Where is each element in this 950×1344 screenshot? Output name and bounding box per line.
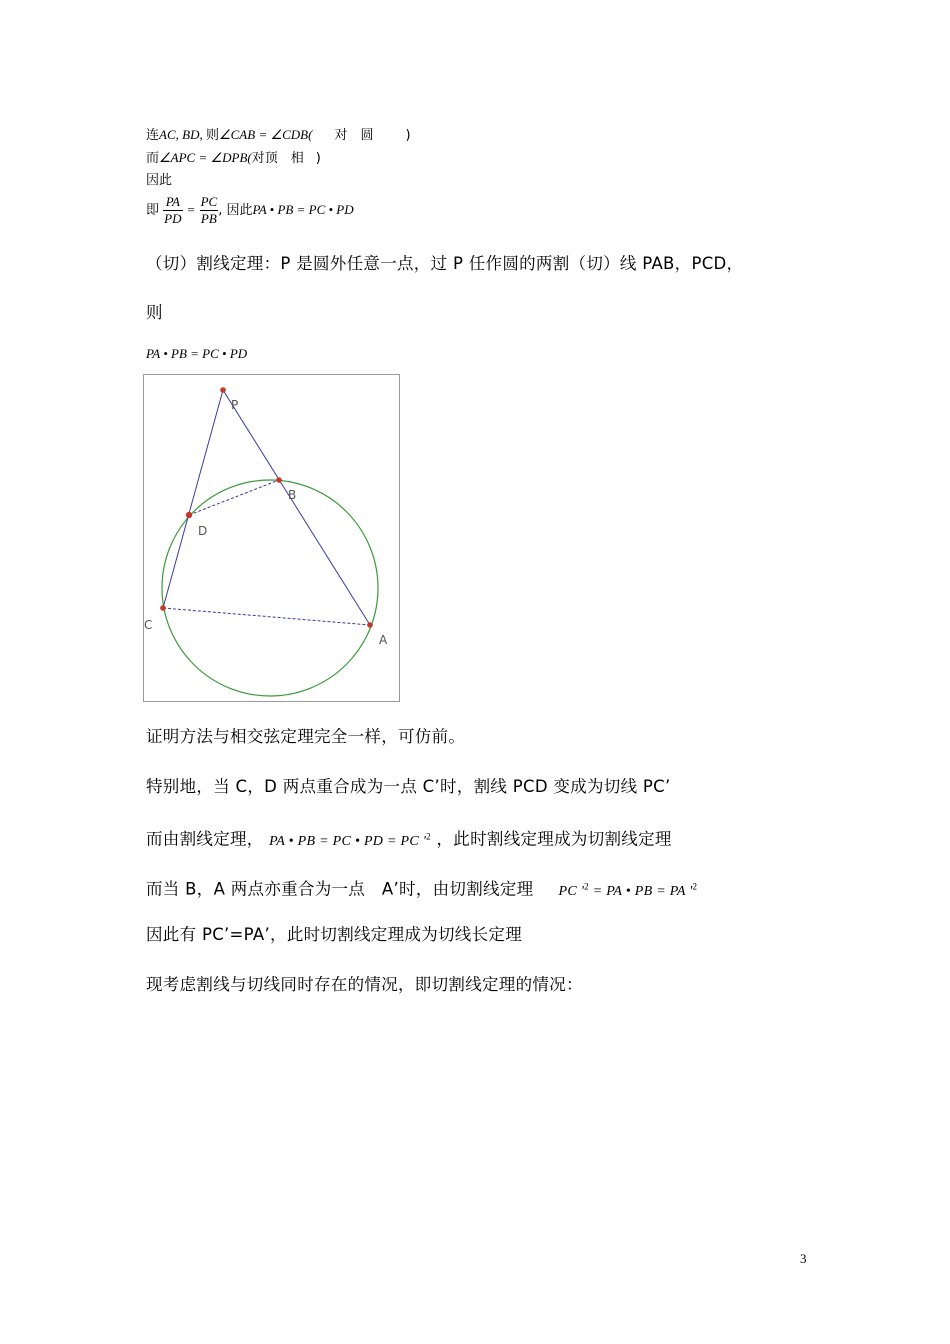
proof-math: ∠CAB = ∠CDB(: [218, 127, 313, 142]
paragraph-6: 现考虑割线与切线同时存在的情况，即切割线定理的情况：: [146, 975, 583, 994]
math-expression: PC ': [558, 883, 585, 899]
paragraph-4: [146, 875, 697, 903]
proof-text: 而: [146, 151, 160, 166]
math-superscript: 2: [692, 881, 698, 891]
point-d: [186, 512, 192, 518]
math-expression: PA • PB = PC • PD = PC ': [269, 833, 427, 849]
proof-close: ): [405, 128, 411, 143]
proof-close: ): [315, 151, 321, 166]
proof-line-4: [146, 194, 354, 227]
proof-math: PA • PB = PC • PD: [252, 202, 354, 217]
math-superscript: 2: [584, 881, 589, 891]
paragraph-math: [558, 881, 698, 899]
theorem-then: 则: [146, 303, 163, 322]
proof-note: 对 圆: [334, 128, 374, 143]
fraction-denominator: PB: [200, 211, 217, 226]
proof-line-2: [146, 150, 321, 167]
math-superscript: 2: [426, 831, 431, 841]
proof-math: AC, BD,: [159, 127, 206, 142]
fraction-pa-pd: [163, 194, 182, 227]
secant-line-pab: [223, 390, 370, 625]
page-number: 3: [800, 1251, 807, 1266]
label-p: P: [231, 398, 239, 412]
theorem-statement: （切）割线定理：P 是圆外任意一点，过 P 任作圆的两割（切）线 PAB，PCD，: [146, 254, 744, 273]
proof-line-1: [146, 127, 411, 144]
proof-text: 即: [146, 203, 160, 218]
point-b: [276, 477, 282, 483]
paragraph-text: 而当 B，A 两点亦重合为一点 A’时，由切割线定理: [146, 879, 534, 899]
paragraph-text: 而由割线定理，: [146, 829, 264, 849]
secant-diagram: [144, 375, 399, 701]
paragraph-1: 证明方法与相交弦定理完全一样，可仿前。: [146, 727, 466, 746]
chord-ca: [163, 608, 370, 625]
point-a: [367, 622, 373, 628]
proof-text: 连: [146, 128, 160, 143]
proof-text: 则: [205, 128, 219, 143]
fraction-denominator: PD: [164, 211, 182, 226]
secant-line-pcd: [163, 390, 223, 608]
fraction-pc-pb: [200, 194, 219, 227]
chord-db: [189, 480, 279, 515]
fraction-numerator: PA: [163, 194, 182, 211]
paragraph-text: ，此时割线定理成为切割线定理: [436, 829, 672, 849]
label-a: A: [379, 633, 388, 647]
theorem-formula: PA • PB = PC • PD: [146, 346, 248, 361]
proof-line-3: 因此: [146, 173, 173, 188]
proof-text: , 因此: [218, 203, 253, 218]
label-b: B: [288, 488, 297, 502]
point-p: [220, 387, 226, 393]
geometry-figure: [143, 374, 400, 702]
equals-sign: =: [186, 202, 196, 217]
fraction-numerator: PC: [200, 194, 218, 209]
paragraph-2: 特别地，当 C，D 两点重合成为一点 C’时，割线 PCD 变成为切线 PC’: [146, 777, 671, 796]
paragraph-math: [269, 831, 431, 849]
label-c: C: [144, 618, 153, 632]
proof-math: ∠APC = ∠DPB(: [159, 150, 252, 165]
paragraph-5: 因此有 PC’=PA’，此时切割线定理成为切线长定理: [146, 925, 523, 944]
math-expression: = PA • PB = PA ': [588, 883, 693, 899]
point-c: [160, 605, 166, 611]
proof-note: 对顶 相: [251, 151, 304, 166]
label-d: D: [198, 524, 208, 538]
paragraph-3: [146, 825, 672, 853]
